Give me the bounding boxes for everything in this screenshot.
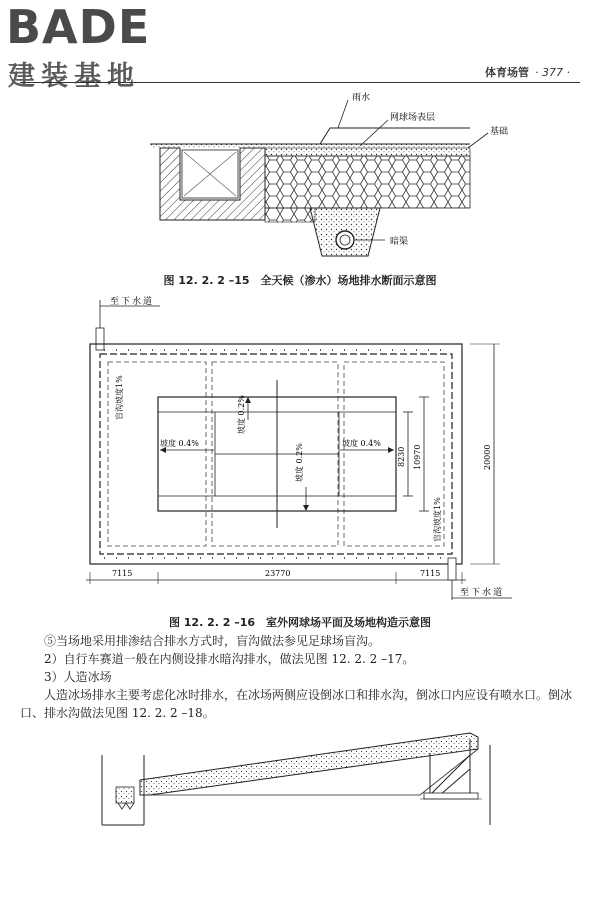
header-divider [20, 82, 580, 83]
label-surface: 网球场表层 [390, 113, 436, 123]
ground-surface [150, 144, 470, 148]
paragraph-item2: 2）自行车赛道一般在内侧设排水暗沟排水，做法见图 12. 2. 2 –17。 [44, 652, 415, 666]
dim-inner-a: 8230 [397, 446, 406, 467]
page-number: · 377 · [535, 66, 570, 79]
paragraph-item5: ⑤当场地采用排渗结合排水方式时，盲沟做法参见足球场盲沟。 [44, 634, 381, 648]
figure2-caption: 图 12. 2. 2 –16 室外网球场平面及场地构造示意图 [168, 616, 432, 629]
gravel-layer [265, 156, 470, 208]
paragraph-ice-rink: 人造冰场排水主要考虑化冰时排水，在冰场两侧应设倒冰口和排水沟，倒冰口内应设有喷水口。倒冰口、排水沟做法见图 12. 2. 2 –18。 [20, 688, 573, 720]
label-to-sewer-top: 至下水道 [110, 297, 155, 307]
label-rain: 雨水 [352, 93, 371, 103]
label-foundation: 基础 [490, 127, 509, 137]
label-slope-right: 坡度 0.4% [342, 439, 381, 448]
dim-left: 7115 [112, 569, 133, 578]
dim-height: 20000 [483, 444, 492, 470]
label-slope-left: 坡度 0.4% [160, 439, 199, 448]
label-drain: 暗渠 [390, 237, 409, 247]
running-header [485, 64, 570, 80]
dim-right: 7115 [420, 569, 441, 578]
brand-logo [6, 0, 176, 92]
figure-court-plan [0, 292, 600, 612]
figure-cross-section [0, 88, 600, 268]
label-slope-top: 坡度 0.2% [237, 395, 246, 434]
logo-wordmark: BADE [6, 0, 151, 54]
figure1-caption: 图 12. 2. 2 –15 全天候（渗水）场地排水断面示意图 [163, 274, 437, 287]
label-ditch-left: 盲沟坡度1% [115, 375, 124, 420]
figure-ice-rink-section [0, 715, 600, 900]
drain-pipe [336, 231, 354, 249]
label-slope-bottom: 坡度 0.2% [295, 443, 304, 482]
surface-layer [265, 148, 470, 156]
body-text [20, 632, 580, 722]
dim-middle: 23770 [265, 569, 291, 578]
paragraph-item3: 3）人造冰场 [44, 670, 112, 684]
dim-inner-b: 10970 [413, 444, 422, 470]
drain-grate [116, 787, 134, 803]
label-to-sewer-bottom: 至下水道 [460, 588, 505, 598]
rink-slab [140, 733, 478, 795]
section-title: 体育场管 [485, 66, 530, 79]
label-ditch-right: 盲沟坡度1% [433, 497, 442, 542]
logo-subtitle: 建装基地 [8, 61, 140, 92]
